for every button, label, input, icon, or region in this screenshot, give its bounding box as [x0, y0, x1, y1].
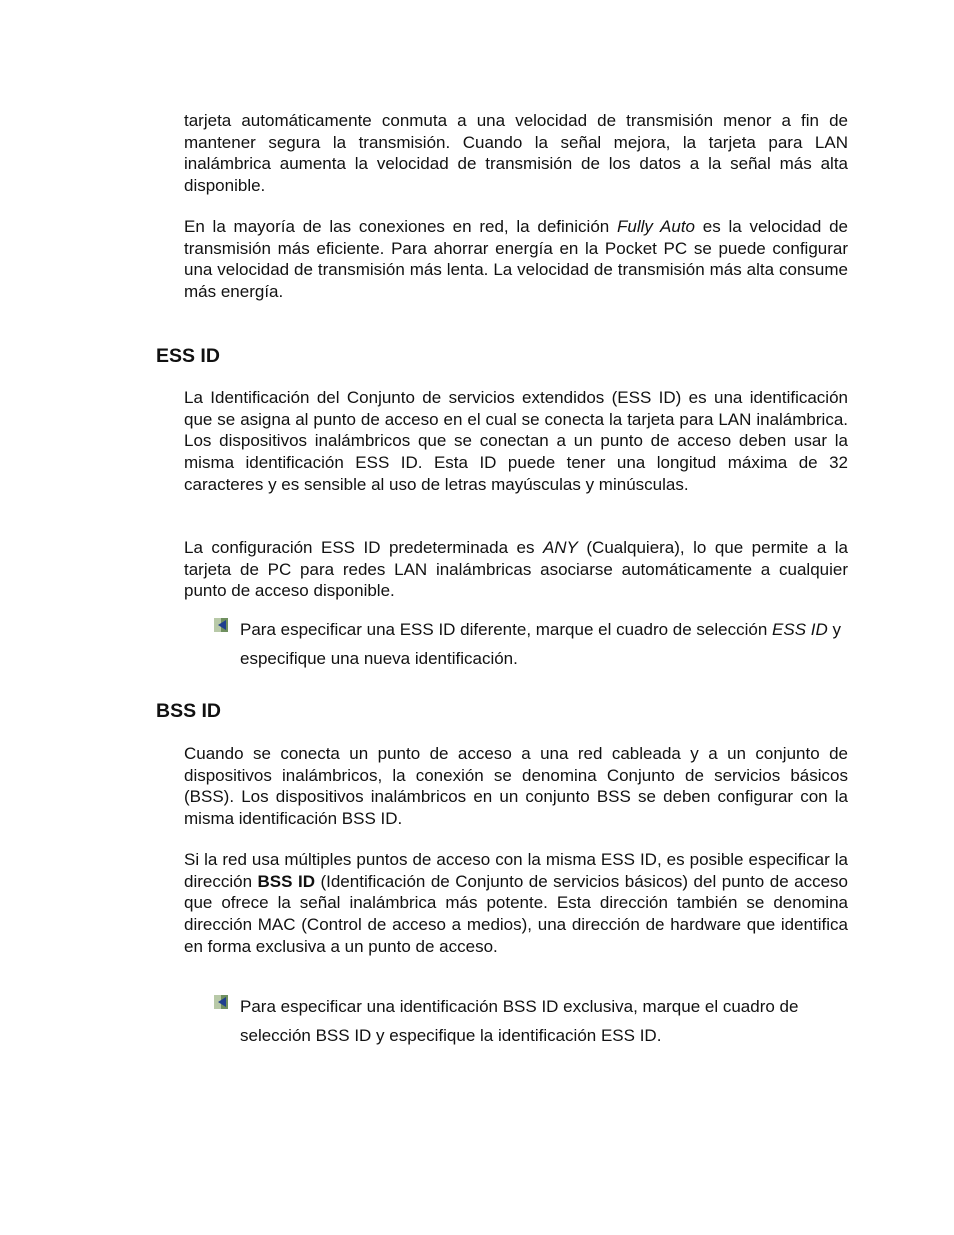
bullet-arrow-icon [214, 995, 228, 1009]
ess-bullet-text [240, 615, 854, 673]
bss-bullet-text: Para especificar una identificación BSS ID exclusiva, marque el cuadro de selección BSS ID y especifique la identificación ESS ID. [240, 997, 799, 1045]
bss-id-heading: BSS ID [156, 700, 222, 722]
text-run: es la velocidad de transmisión más eficiente. Para ahorrar energía en la Pocket PC se puede configurar una velocidad de transmisión más lenta. La velocidad de transmisión más alta consume más energía. [184, 217, 848, 302]
emphasis-any: ANY [542, 538, 578, 557]
text-run: (Cualquiera), lo que permite a la tarjeta de PC para redes LAN inalámbricas asociarse automáticamente a cualquier punto de acceso disponible. [184, 538, 848, 601]
text-run: En la mayoría de las conexiones en red, la definición [184, 217, 617, 236]
ess-paragraph-2 [184, 537, 848, 602]
ess-id-heading: ESS ID [156, 345, 220, 367]
intro-paragraph-1: tarjeta automáticamente conmuta a una velocidad de transmisión menor a fin de mantener segura la transmisión. Cuando la señal mejora, la tarjeta para LAN inalámbrica aumenta la velocidad de transmisión de los datos a la señal más alta disponible. [184, 111, 848, 196]
intro-paragraph-2 [184, 216, 848, 303]
ess-paragraph-1: La Identificación del Conjunto de servicios extendidos (ESS ID) es una identificación que se asigna al punto de acceso en el cual se conecta la tarjeta para LAN inalámbrica. Los dispositivos inalámbricos que se conectan a un punto de acceso deben usar la misma identificación ESS ID. Esta ID puede tener una longitud máxima de 32 caracteres y es sensible al uso de letras mayúsculas y minúsculas. [184, 388, 848, 494]
emphasis-ess-id: ESS ID [772, 620, 828, 639]
text-run: Para especificar una ESS ID diferente, marque el cuadro de selección [240, 620, 773, 639]
text-run: (Identificación de Conjunto de servicios básicos) del punto de acceso que ofrece la señal inalámbrica más potente. Esta dirección también se denomina dirección MAC (Control de acceso a medios), una dirección de hardware que identifica en forma exclusiva a un punto de acceso. [184, 871, 849, 956]
bss-paragraph-2 [184, 849, 848, 958]
bold-bss-id: BSS ID [257, 871, 315, 891]
emphasis-fully-auto: Fully Auto [617, 217, 695, 236]
text-run: Si la red usa múltiples puntos de acceso con la misma ESS ID, es posible especificar la dirección [184, 850, 848, 891]
bullet-arrow-icon [214, 618, 228, 632]
bss-bullet-item [214, 992, 854, 1050]
bss-paragraph-1: Cuando se conecta un punto de acceso a una red cableada y a un conjunto de dispositivos inalámbricos, la conexión se denomina Conjunto de servicios básicos (BSS). Los dispositivos inalámbricos en un conjunto BSS se deben configurar con la misma identificación BSS ID. [184, 744, 848, 829]
text-run: La configuración ESS ID predeterminada es [184, 538, 543, 557]
ess-bullet-item [214, 615, 854, 673]
text-run: y especifique una nueva identificación. [240, 620, 841, 668]
